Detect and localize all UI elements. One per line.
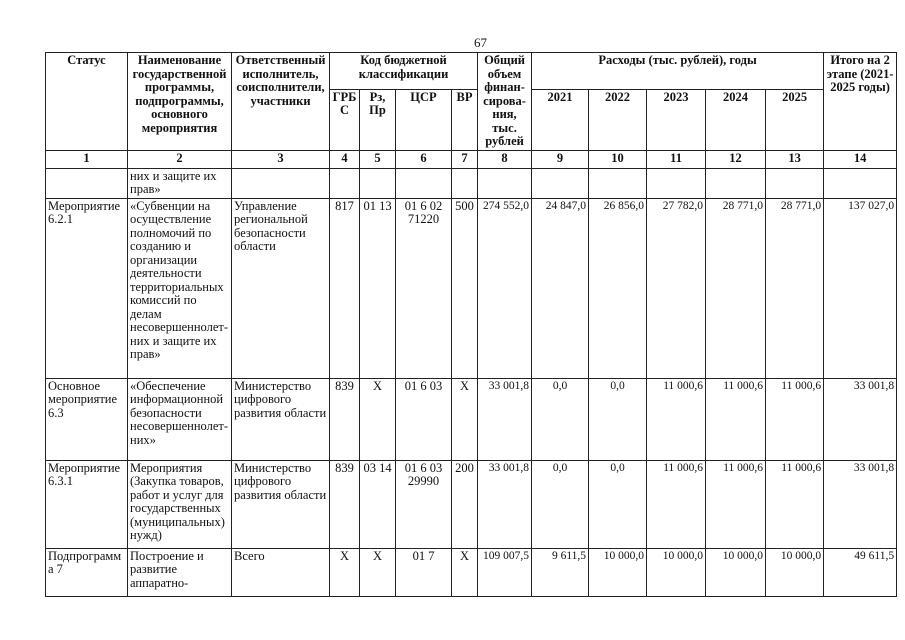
cell-grbs: 839: [330, 460, 360, 548]
cell-2025: 11 000,6: [766, 460, 824, 548]
cell-status: Подпрограмма 7: [46, 548, 128, 596]
cell-name: Мероприятия (Закупка товаров, работ и услуг для государственных (муниципальных) нужд): [128, 460, 232, 548]
cell-stage-total: 33 001,8: [824, 460, 897, 548]
cell-vr: Х: [452, 378, 478, 460]
table-row: [46, 198, 897, 378]
cell-rz-pr: 03 14: [360, 460, 396, 548]
column-number: 8: [478, 150, 532, 168]
header-csr: ЦСР: [396, 89, 452, 150]
cell-executor: Всего: [232, 548, 330, 596]
cell-2024: 10 000,0: [706, 548, 766, 596]
cell-2025: 10 000,0: [766, 548, 824, 596]
table-row: [46, 460, 897, 548]
cell-2021: [532, 168, 589, 198]
cell-csr: 01 6 03: [396, 378, 452, 460]
header-year-2024: 2024: [706, 89, 766, 150]
cell-vr: Х: [452, 548, 478, 596]
cell-executor: [232, 168, 330, 198]
cell-rz-pr: Х: [360, 548, 396, 596]
cell-2023: 10 000,0: [647, 548, 706, 596]
header-year-2025: 2025: [766, 89, 824, 150]
cell-2022: 26 856,0: [589, 198, 647, 378]
cell-csr: 01 7: [396, 548, 452, 596]
cell-grbs: 817: [330, 198, 360, 378]
column-number: 2: [128, 150, 232, 168]
cell-grbs: [330, 168, 360, 198]
cell-stage-total: 49 611,5: [824, 548, 897, 596]
cell-2023: 11 000,6: [647, 460, 706, 548]
table-row: [46, 548, 897, 596]
cell-2023: [647, 168, 706, 198]
cell-status: [46, 168, 128, 198]
cell-2024: [706, 168, 766, 198]
cell-executor: Управление региональной безопасности области: [232, 198, 330, 378]
header-year-2021: 2021: [532, 89, 589, 150]
cell-rz-pr: [360, 168, 396, 198]
column-number: 13: [766, 150, 824, 168]
cell-name: Построение и развитие аппаратно-: [128, 548, 232, 596]
column-numbers-row: [46, 150, 897, 168]
cell-stage-total: 137 027,0: [824, 198, 897, 378]
table-row: [46, 378, 897, 460]
cell-executor: Министерство цифрового развития области: [232, 460, 330, 548]
header-stage-total: Итого на 2 этапе (2021-2025 годы): [824, 53, 897, 151]
column-number: 5: [360, 150, 396, 168]
cell-status: Мероприятие 6.2.1: [46, 198, 128, 378]
cell-stage-total: [824, 168, 897, 198]
column-number: 7: [452, 150, 478, 168]
cell-2025: 28 771,0: [766, 198, 824, 378]
budget-table: [45, 52, 897, 597]
cell-stage-total: 33 001,8: [824, 378, 897, 460]
cell-grbs: 839: [330, 378, 360, 460]
column-number: 14: [824, 150, 897, 168]
cell-2024: 11 000,6: [706, 460, 766, 548]
cell-total: 33 001,8: [478, 378, 532, 460]
cell-2025: 11 000,6: [766, 378, 824, 460]
column-number: 6: [396, 150, 452, 168]
column-number: 11: [647, 150, 706, 168]
header-expenses: Расходы (тыс. рублей), годы: [532, 53, 824, 90]
header-status: Статус: [46, 53, 128, 151]
cell-total: 274 552,0: [478, 198, 532, 378]
cell-2022: 0,0: [589, 460, 647, 548]
cell-2022: 10 000,0: [589, 548, 647, 596]
header-year-2022: 2022: [589, 89, 647, 150]
cell-2022: 0,0: [589, 378, 647, 460]
column-number: 4: [330, 150, 360, 168]
header-grbs: ГРБС: [330, 89, 360, 150]
cell-name: них и защите их прав»: [128, 168, 232, 198]
cell-grbs: Х: [330, 548, 360, 596]
cell-2024: 28 771,0: [706, 198, 766, 378]
header-vr: ВР: [452, 89, 478, 150]
header-rz-pr: Рз, Пр: [360, 89, 396, 150]
cell-executor: Министерство цифрового развития области: [232, 378, 330, 460]
header-year-2023: 2023: [647, 89, 706, 150]
cell-vr: [452, 168, 478, 198]
cell-total: 109 007,5: [478, 548, 532, 596]
cell-name: «Обеспечение информационной безопасности несовершеннолет-них»: [128, 378, 232, 460]
header-total: Общий объем финан-сирова-ния, тыс. рублей: [478, 53, 532, 151]
cell-csr: [396, 168, 452, 198]
cell-rz-pr: Х: [360, 378, 396, 460]
column-number: 1: [46, 150, 128, 168]
cell-total: [478, 168, 532, 198]
cell-2025: [766, 168, 824, 198]
column-number: 3: [232, 150, 330, 168]
table-row: [46, 168, 897, 198]
column-number: 9: [532, 150, 589, 168]
cell-2023: 11 000,6: [647, 378, 706, 460]
cell-vr: 200: [452, 460, 478, 548]
header-name: Наименование государственной программы, подпрограммы, основного мероприятия: [128, 53, 232, 151]
cell-csr: 01 6 03 29990: [396, 460, 452, 548]
cell-status: Мероприятие 6.3.1: [46, 460, 128, 548]
cell-csr: 01 6 02 71220: [396, 198, 452, 378]
cell-2023: 27 782,0: [647, 198, 706, 378]
cell-2024: 11 000,6: [706, 378, 766, 460]
header-executor: Ответственный исполнитель, соисполнители, участники: [232, 53, 330, 151]
header-budget-code: Код бюджетной классификации: [330, 53, 478, 90]
cell-status: Основное мероприятие 6.3: [46, 378, 128, 460]
cell-total: 33 001,8: [478, 460, 532, 548]
cell-vr: 500: [452, 198, 478, 378]
column-number: 12: [706, 150, 766, 168]
cell-2022: [589, 168, 647, 198]
cell-2021: 9 611,5: [532, 548, 589, 596]
cell-rz-pr: 01 13: [360, 198, 396, 378]
cell-2021: 0,0: [532, 460, 589, 548]
cell-2021: 0,0: [532, 378, 589, 460]
column-number: 10: [589, 150, 647, 168]
cell-2021: 24 847,0: [532, 198, 589, 378]
cell-name: «Субвенции на осуществление полномочий по созданию и организации деятельности территориальных комиссий по делам несовершеннолет-них и защите их прав»: [128, 198, 232, 378]
page-number: 67: [474, 35, 487, 50]
